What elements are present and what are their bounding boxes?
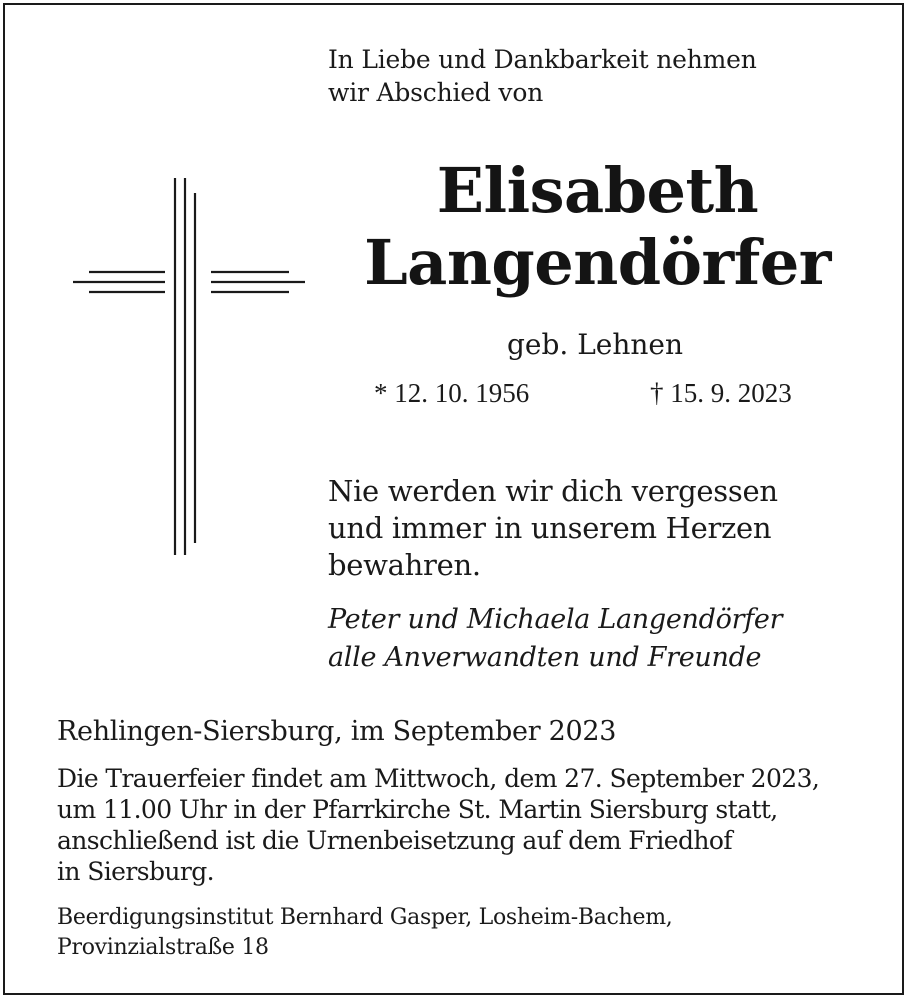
place-and-date: Rehlingen-Siersburg, im September 2023 [57, 716, 617, 747]
birth-date: * 12. 10. 1956 [374, 378, 530, 408]
mourners [328, 601, 888, 677]
intro-line: wir Abschied von [328, 78, 544, 107]
verse-line: bewahren. [328, 548, 481, 582]
mourner-line: Peter und Michaela Langendörfer [328, 604, 783, 635]
undertaker-info [57, 903, 887, 963]
funeral-line: um 11.00 Uhr in der Pfarrkirche St. Martin Siersburg statt, [57, 795, 778, 824]
undertaker-line: Provinzialstraße 18 [57, 935, 269, 960]
funeral-line: in Siersburg. [57, 857, 214, 886]
funeral-details [57, 763, 887, 887]
death-date: † 15. 9. 2023 [650, 378, 792, 408]
funeral-line: Die Trauerfeier findet am Mittwoch, dem 27. September 2023, [57, 764, 820, 793]
first-name: Elisabeth [436, 154, 759, 227]
deceased-name [325, 155, 870, 299]
memorial-verse [328, 473, 888, 584]
obituary-notice [3, 3, 904, 995]
line-cross-icon [71, 175, 307, 557]
intro-text [328, 43, 888, 109]
verse-line: und immer in unserem Herzen [328, 511, 772, 545]
birth-name: geb. Lehnen [506, 328, 684, 361]
last-name: Langendörfer [364, 226, 831, 299]
intro-line: In Liebe und Dankbarkeit nehmen [328, 45, 757, 74]
funeral-line: anschließend ist die Urnenbeisetzung auf dem Friedhof [57, 826, 732, 855]
undertaker-line: Beerdigungsinstitut Bernhard Gasper, Losheim-Bachem, [57, 905, 673, 930]
verse-line: Nie werden wir dich vergessen [328, 474, 778, 508]
mourner-line: alle Anverwandten und Freunde [328, 642, 762, 673]
